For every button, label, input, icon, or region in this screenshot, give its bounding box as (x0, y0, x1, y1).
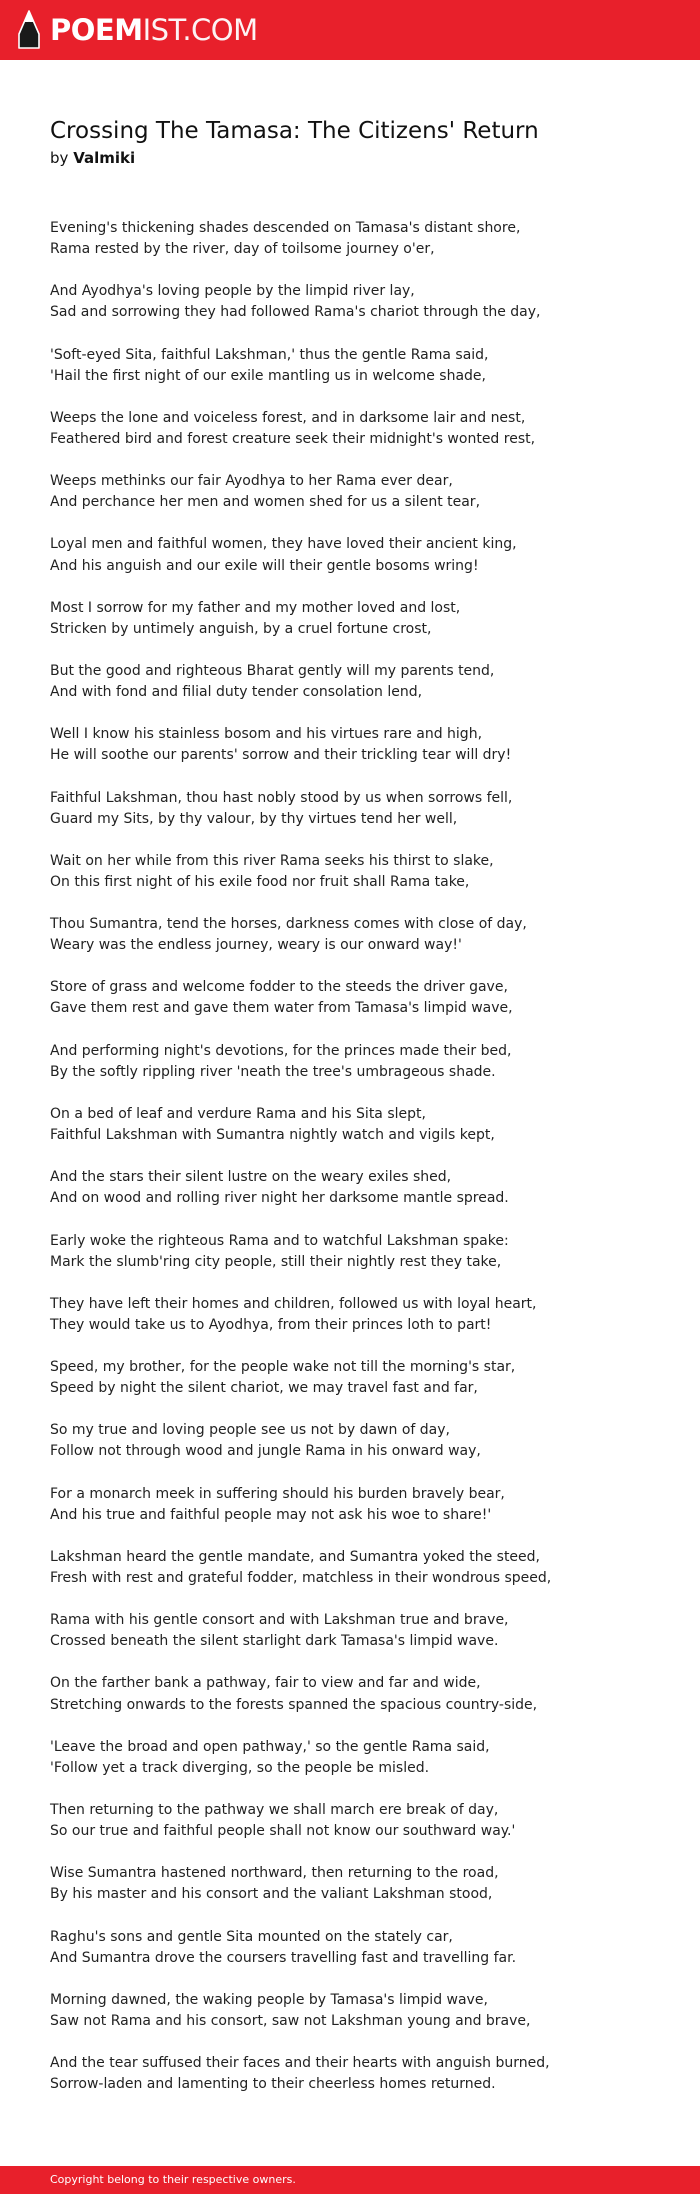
poem-stanza (50, 914, 670, 956)
site-footer (0, 2166, 700, 2194)
poem-line: On this first night of his exile food nor fruit shall Rama take, (50, 873, 470, 890)
poem-line: Evening's thickening shades descended on Tamasa's distant shore, (50, 220, 521, 236)
poem-stanza (50, 1800, 670, 1842)
site-header (0, 0, 700, 60)
poem-stanza (50, 1104, 670, 1146)
poem-line: But the good and righteous Bharat gently will my parents tend, (50, 662, 495, 679)
poem-line: And perchance her men and women shed for us a silent tear, (50, 494, 481, 511)
poem-line: Weeps methinks our fair Ayodhya to her Rama ever dear, (50, 473, 453, 490)
poem-line: 'Follow yet a track diverging, so the people be misled. (50, 1759, 430, 1776)
poem-line: Thou Sumantra, tend the horses, darkness comes with close of day, (50, 916, 527, 933)
poem-stanza (50, 218, 670, 260)
poem-stanza (50, 851, 670, 893)
poem-line: Follow not through wood and jungle Rama in his onward way, (50, 1443, 481, 1460)
poem-stanza (50, 2053, 670, 2095)
poem-stanza (50, 1673, 670, 1715)
poem-stanza (50, 788, 670, 830)
poem-stanza (50, 345, 670, 387)
poem-line: Lakshman heard the gentle mandate, and Sumantra yoked the steed, (50, 1548, 540, 1565)
poem-stanza (50, 977, 670, 1019)
poem-line: Weeps the lone and voiceless forest, and in darksome lair and nest, (50, 409, 526, 426)
poem-line: And his anguish and our exile will their gentle bosoms wring! (50, 557, 479, 574)
poem-line: Then returning to the pathway we shall march ere break of day, (50, 1802, 499, 1819)
poem-line: And on wood and rolling river night her darksome mantle spread. (50, 1190, 509, 1207)
by-label: by (50, 149, 69, 167)
poem-line: Most I sorrow for my father and my mother loved and lost, (50, 599, 461, 616)
poem-line: They have left their homes and children, followed us with loyal heart, (50, 1295, 537, 1312)
poem-line: And his true and faithful people may not ask his woe to share!' (50, 1506, 492, 1523)
poem-stanza (50, 724, 670, 766)
poem-line: Feathered bird and forest creature seek their midnight's wonted rest, (50, 430, 536, 447)
poem-line: Saw not Rama and his consort, saw not Lakshman young and brave, (50, 2012, 531, 2029)
poem-stanza (50, 408, 670, 450)
poem-line: And the tear suffused their faces and their hearts with anguish burned, (50, 2055, 550, 2072)
poem-stanza (50, 598, 670, 640)
poem-line: Speed by night the silent chariot, we may travel fast and far, (50, 1380, 478, 1397)
poem-line: Well I know his stainless bosom and his virtues rare and high, (50, 726, 483, 743)
poem-byline (50, 148, 135, 168)
author-link[interactable]: Valmiki (73, 149, 136, 167)
poem-line: Faithful Lakshman, thou hast nobly stood by us when sorrows fell, (50, 789, 513, 806)
poem-stanza (50, 1737, 670, 1779)
logo-brand-bold: POEM (50, 13, 143, 47)
poem-line: So our true and faithful people shall not know our southward way.' (50, 1823, 516, 1840)
poem-stanza (50, 1484, 670, 1526)
poem-line: Loyal men and faithful women, they have loved their ancient king, (50, 536, 517, 553)
poem-stanza (50, 1927, 670, 1969)
poem-line: Fresh with rest and grateful fodder, matchless in their wondrous speed, (50, 1570, 552, 1586)
poem-stanza (50, 1420, 670, 1462)
footer-copyright: Copyright belong to their respective owners. (50, 2173, 296, 2186)
poem-line: He will soothe our parents' sorrow and their trickling tear will dry! (50, 747, 512, 764)
logo-brand-light: IST.COM (142, 13, 258, 47)
poem-line: By the softly rippling river 'neath the tree's umbrageous shade. (50, 1063, 496, 1080)
poem-stanza (50, 1547, 670, 1589)
poem-stanza (50, 534, 670, 576)
poem-stanza (50, 1863, 670, 1905)
poem-stanza (50, 471, 670, 513)
poem-line: And Ayodhya's loving people by the limpid river lay, (50, 283, 415, 300)
poem-line: And with fond and filial duty tender consolation lend, (50, 684, 423, 701)
poem-stanza (50, 1167, 670, 1209)
poem-stanza (50, 1357, 670, 1399)
poem-line: Raghu's sons and gentle Sita mounted on the stately car, (50, 1928, 453, 1945)
poem-line: 'Soft-eyed Sita, faithful Lakshman,' thus the gentle Rama said, (50, 346, 489, 363)
poem-line: Morning dawned, the waking people by Tamasa's limpid wave, (50, 1991, 488, 2008)
poem-line: Speed, my brother, for the people wake not till the morning's star, (50, 1359, 516, 1376)
site-logo[interactable] (50, 12, 258, 48)
poem-line: Wise Sumantra hastened northward, then returning to the road, (50, 1865, 499, 1882)
pencil-tip-icon[interactable] (16, 10, 42, 50)
poem-line: Stretching onwards to the forests spanned the spacious country-side, (50, 1696, 538, 1713)
poem-line: Rama with his gentle consort and with Lakshman true and brave, (50, 1612, 509, 1629)
poem-stanza (50, 1610, 670, 1652)
poem-body (50, 218, 670, 2116)
poem-line: 'Hail the first night of our exile mantling us in welcome shade, (50, 367, 486, 384)
poem-stanza (50, 661, 670, 703)
poem-line: Wait on her while from this river Rama seeks his thirst to slake, (50, 852, 494, 869)
poem-line: 'Leave the broad and open pathway,' so the gentle Rama said, (50, 1738, 490, 1755)
poem-stanza (50, 1990, 670, 2032)
poem-line: Guard my Sits, by thy valour, by thy virtues tend her well, (50, 810, 458, 827)
poem-line: And Sumantra drove the coursers travelling fast and travelling far. (50, 1949, 517, 1966)
poem-line: By his master and his consort and the valiant Lakshman stood, (50, 1886, 493, 1903)
poem-line: Mark the slumb'ring city people, still their nightly rest they take, (50, 1253, 502, 1270)
poem-line: They would take us to Ayodhya, from their princes loth to part! (50, 1316, 492, 1333)
poem-line: So my true and loving people see us not by dawn of day, (50, 1422, 450, 1439)
poem-line: Store of grass and welcome fodder to the steeds the driver gave, (50, 979, 508, 996)
poem-line: On a bed of leaf and verdure Rama and his Sita slept, (50, 1105, 426, 1122)
poem-line: Rama rested by the river, day of toilsome journey o'er, (50, 241, 435, 258)
poem-stanza (50, 1294, 670, 1336)
poem-line: Early woke the righteous Rama and to watchful Lakshman spake: (50, 1232, 509, 1249)
poem-line: Gave them rest and gave them water from Tamasa's limpid wave, (50, 1000, 513, 1017)
poem-line: And performing night's devotions, for the princes made their bed, (50, 1042, 512, 1059)
poem-stanza (50, 1231, 670, 1273)
poem-line: And the stars their silent lustre on the weary exiles shed, (50, 1169, 452, 1186)
poem-line: On the farther bank a pathway, fair to view and far and wide, (50, 1675, 481, 1692)
poem-stanza (50, 1041, 670, 1083)
poem-line: Faithful Lakshman with Sumantra nightly watch and vigils kept, (50, 1127, 495, 1144)
poem-stanza (50, 281, 670, 323)
poem-line: Stricken by untimely anguish, by a cruel fortune crost, (50, 620, 432, 637)
poem-line: Weary was the endless journey, weary is our onward way!' (50, 937, 462, 954)
poem-line: Sad and sorrowing they had followed Rama's chariot through the day, (50, 304, 541, 321)
poem-line: Crossed beneath the silent starlight dark Tamasa's limpid wave. (50, 1633, 499, 1650)
poem-line: Sorrow-laden and lamenting to their cheerless homes returned. (50, 2076, 496, 2093)
poem-title: Crossing The Tamasa: The Citizens' Return (50, 118, 539, 144)
poem-line: For a monarch meek in suffering should his burden bravely bear, (50, 1485, 505, 1502)
